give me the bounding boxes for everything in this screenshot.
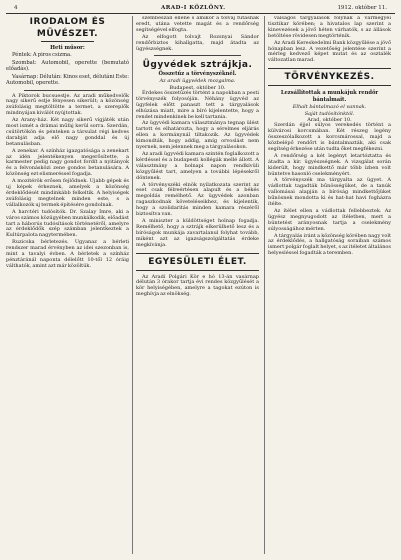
section-heading-torvenykezes: TÖRVÉNYKEZÉS. [284, 72, 375, 83]
article-paragraph: Az ügyvédi kamara választmánya tegnap ülést tartott és elhatározta, hogy a sérelmes eljárás ellen a kormánynál tiltakozik. Az ügyvédek kimondták, hogy addig, amíg orvoslást nem nyernek, nem jelennek meg a tárgyalásokon. [136, 120, 259, 151]
article-subheading: Összetűz a törvényszéknél. [158, 71, 237, 78]
article-paragraph: A zenekar. A színház igazgatósága a zenekart az idén jelentékenyen megerősítette, a karmester pedig nagy gondot fordít a nyitányok és a felvonásközi zene gondos betanulására. A közönség ezt elismeréssel fogadja. [6, 147, 129, 178]
dateline: Arad, október 10. [307, 117, 352, 124]
divider [24, 90, 111, 91]
article-paragraph: Ruzicska bérletezés. Ugyanaz a bérleti rendszer marad érvényben az idei szezonban is, mint a tavalyi évben. A bérletek a színház pénztáránál naponta délelőtt 10-től 12 óráig válthatók, amint azt már közöltük. [6, 239, 129, 269]
article-paragraph: Az elfogott tolvajt Rozsnyai Sándor rendőrbiztos kihallgatta, majd átadta az ügyészségnek. [136, 33, 259, 52]
article-paragraph: Az Aradi Kereskedelmi Bank közgyűlése a jövő hónapban lesz. A vezetőség jelentése szerint a mérleg kedvező képet mutat és az osztalék változatlan marad. [268, 39, 391, 64]
article-paragraph: Az ítélet ellen a vádlottak fellebbeztek. Az ügyész megnyugodott az ítéletben, mert a büntetést arányosnak tartja a cselekmény súlyosságához mérten. [268, 207, 391, 232]
program-line: Szombat: Automobil, operette (bemutató előadás). [6, 59, 129, 72]
masthead-title: ARAD-I KÖZLÖNY. [161, 5, 226, 11]
issue-date: 1912. október 11. [337, 5, 387, 11]
article-paragraph: válságos tárgyalások folynak a vármegyei tisztikar körében; a hivatalos lap szerint a kinevezések a jövő héten várhatók, s az állások betöltése rövidesen megtörténik. [268, 16, 391, 39]
article-paragraph: A harctéri tudósítók. Dr. Szalay Imre, aki a város számos közügyében munkálkodik, előadást tart a háborús tudósítások történetéről, amelyre az érdeklődők szép számban jelentkeztek a Kultúrpalota nagytermében. [6, 208, 129, 239]
section-box [136, 253, 259, 271]
newspaper-page [6, 4, 395, 556]
article-paragraph: A miniszter a küldöttséget holnap fogadja. Remélhető, hogy a sztrájk elkerülhető lesz és a bíróságok munkája zavartalanul folyhat tovább, miként azt az igazságszolgáltatás érdeke megkívánja. [136, 217, 259, 248]
divider [154, 55, 241, 56]
section-box [268, 68, 391, 86]
article-paragraph: A tárgyalás iránt a közönség körében nagy volt az érdeklődés, a hallgatóság soraiban számos ismert polgár foglalt helyet, s az ítéletet általános helyesléssel fogadták a teremben. [268, 232, 391, 257]
program-title: Heti műsor: [50, 45, 85, 51]
article-paragraph: Érdekes összetűzés történt a napokban a pesti törvényszék folyosóján. Néhány ügyvéd az ügyfelek előtt panaszt tett a tárgyalások elhúzása miatt, mire a bíró kijelentette, hogy a rendet mindenkinek be kell tartania. [136, 89, 259, 120]
article-paragraph: A törvényszék ma tárgyalta az ügyet. A vádlottak tagadták bűnösségüket, de a tanúk vallomásai alapján a bíróság mindkettőjüket bűnösnek mondotta ki és hat-hat havi fogházra ítélte. [268, 177, 391, 208]
article-byline: Saját tudósítónktól. [304, 110, 355, 117]
article-kicker: Az aradi ügyvédek mozgalma. [159, 78, 236, 85]
column-middle [136, 16, 259, 554]
article-heading-sztrajk: Ügyvédek sztrájkja. [142, 60, 253, 71]
page-number: 4 [14, 5, 18, 11]
article-paragraph: A mozitérök erősen fejlődnek. Ujabb gépek és uj képek érkeznek, amelyek a közönség érdeklődését mindinkább felkeltik. A helyiségek zsúfolásig megtelnek minden este, s a vállalkozók uj termek építésére gondolnak. [6, 178, 129, 208]
article-paragraph: Szerdán éjjel súlyos verekedés történt a külvárosi korcsmában. Két részeg legény összeszólalkozott a korcsmárossal, majd a közbelépő rendőrt is bántalmazták, aki csak segítség érkezése után tudta őket megfékezni. [268, 122, 391, 152]
article-paragraph: Az Aradi Polgári Kör e hó 13-án vasárnap délután 3 órakor tartja évi rendes közgyűlését a kör helyiségében, amelyre a tagokat ezúton is meghívja az elnökség. [136, 273, 259, 298]
article-paragraph: A rendőrség a két legényt letartóztatta és átadta a kir. ügyészségnek. A vizsgálat során kiderült, hogy mindkettő már több ízben volt büntetve hasonló cselekményért. [268, 152, 391, 177]
article-paragraph: Az aradi ügyvédi kamara szintén foglalkozott a kérdéssel és a budapesti kollégák mellé állott. A választmány a holnapi napon rendkívüli közgyűlést tart, amelyen a további lépésekről döntenek. [136, 151, 259, 181]
article-paragraph: A Piktorok bucsuestje. Az aradi műkedvelők nagy sikerű estje fényesen sikerült; a közönség zsúfolásig megtöltötte a termet, a szereplők mindnyájan kiválót nyújtottak. [6, 92, 129, 117]
article-paragraph: Az Arany-ház. Két nagy sikerű vígjáték után most ismét a drámai műfaj kerül sorra. Szerdán, csütörtökön és pénteken a társulat régi kedves darabját adja elő nagy gonddal és új betanulásban. [6, 117, 129, 147]
heading-underline [41, 41, 94, 42]
dateline: Budapest, október 10. [169, 84, 226, 91]
column-right [268, 16, 391, 554]
program-line: Péntek: A piros csizma. [12, 52, 72, 58]
column-left [6, 16, 129, 554]
section-heading-egyesuleti: EGYESÜLETI ÉLET. [148, 256, 247, 267]
article-paragraph: szembeszáll ellene s amikor a tolvaj futásnak eredt, utána vetette magát és a rendőrség segítségével elfogta. [136, 16, 259, 33]
article-subheading: Lezsállítottak a munkájuk rendőr bántalmait. [280, 90, 379, 104]
article-paragraph: A törvényszéki elnök nyilatkozata szerint az eset csak félreértésen alapult és a békés megoldás remélhető. Az ügyvédek azonban ragaszkodnak követeléseikhez, és kijelentik, hogy a szolidaritás minden kamara részéről biztosítva van. [136, 181, 259, 218]
page-header [6, 4, 395, 14]
article-kicker: Elhalt bántalmazó el vannak. [292, 104, 367, 111]
program-line: Vasárnap: Délután: Kinos eset, délutáni Este: Automobil, operette. [6, 73, 129, 86]
section-heading-irodalom: IRODALOM ÉS MÜVÉSZET. [29, 17, 106, 39]
column-rule [132, 16, 133, 554]
column-rule [264, 16, 265, 554]
